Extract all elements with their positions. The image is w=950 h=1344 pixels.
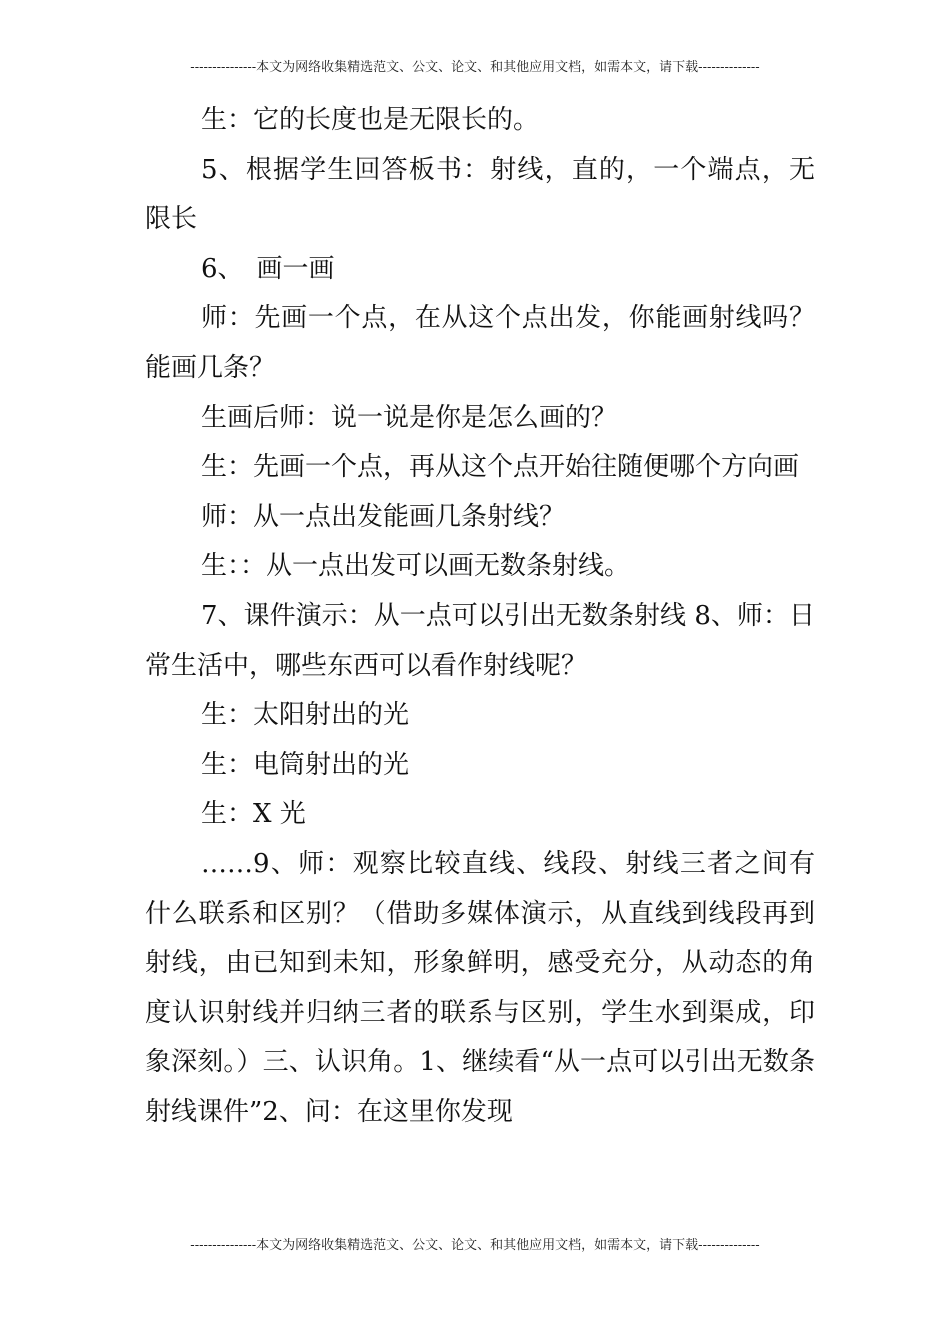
page-footer: ---------------本文为网络收集精选范文、公文、论文、和其他应用文档，如需本文，请下载-------------- bbox=[190, 1238, 760, 1253]
paragraph: 7、课件演示：从一点可以引出无数条射线 8、师：日常生活中，哪些东西可以看作射线呢？ bbox=[145, 600, 815, 681]
paragraph: 生：先画一个点，再从这个点开始往随便哪个方向画 bbox=[201, 452, 800, 483]
paragraph: 师：从一点出发能画几条射线？ bbox=[201, 501, 566, 532]
paragraph: 师：先画一个点，在从这个点出发，你能画射线吗？能画几条？ bbox=[145, 303, 815, 383]
paragraph: 生：：从一点出发可以画无数条射线。 bbox=[201, 551, 631, 582]
paragraph: 生：X 光 bbox=[201, 799, 306, 830]
paragraph: 生：太阳射出的光 bbox=[201, 700, 410, 731]
paragraph: 生：电筒射出的光 bbox=[201, 749, 410, 780]
paragraph: 5、根据学生回答板书：射线，直的，一个端点，无限长 bbox=[145, 154, 815, 235]
page-header: ---------------本文为网络收集精选范文、公文、论文、和其他应用文档，如需本文，请下载-------------- bbox=[190, 60, 760, 75]
paragraph: 生：它的长度也是无限长的。 bbox=[201, 105, 540, 135]
paragraph: 6、 画一画 bbox=[201, 253, 335, 284]
paragraph: ……9、师：观察比较直线、线段、射线三者之间有什么联系和区别？（借助多媒体演示，从直线到线段再到射线，由已知到未知，形象鲜明，感受充分，从动态的角度认识射线并归纳三者的联系与区别，学生水到渠成，印象深刻。）三、认识角。1、继续看“从一点可以引出无数条射线课件”2、问：在这里你发现 bbox=[145, 848, 815, 1127]
paragraph: 生画后师：说一说是你是怎么画的？ bbox=[201, 402, 618, 433]
document-body bbox=[145, 96, 815, 1137]
